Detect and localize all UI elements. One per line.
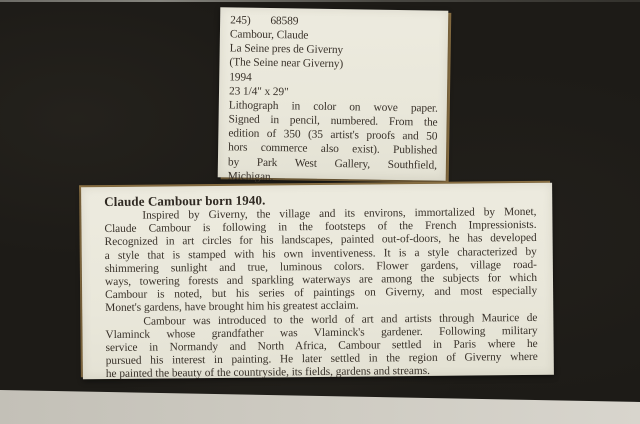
lot-number: 245) bbox=[230, 14, 251, 27]
bio-paragraph1-line: shimmering sunlight and true, luminous colors. Flower gardens, village road- bbox=[104, 258, 537, 275]
artwork-title-english: (The Seine near Giverny) bbox=[229, 56, 344, 71]
artwork-dimensions: 23 1/4" x 29" bbox=[228, 85, 289, 99]
description-line: edition of 350 (35 artist's proofs and 50 bbox=[228, 127, 438, 143]
biography-heading: Claude Cambour born 1940. bbox=[104, 192, 266, 210]
bio-paragraph1-line: Recognized in art circles for his landscapes, painted out-of-doors, he has developed bbox=[104, 232, 537, 249]
bio-paragraph2-line: service in Normandy and North Africa, Cambour settled in Paris where he bbox=[105, 337, 538, 355]
bio-paragraph2-line: pursued his interest in painting. He later settled in the region of Giverny where bbox=[105, 351, 538, 368]
bio-paragraph1-line: Claude Cambour is following in the footsteps of the French Impressionists. bbox=[104, 219, 537, 236]
description-line: by Park West Gallery, Southfield, bbox=[227, 155, 437, 172]
artwork-year: 1994 bbox=[229, 70, 252, 84]
top-edge-highlight bbox=[0, 0, 640, 2]
artwork-title-french: La Seine pres de Giverny bbox=[229, 42, 344, 57]
bio-paragraph1-line: ways, towering forests and sparkling waterways are among the subjects for which bbox=[104, 271, 538, 289]
artwork-label-group bbox=[218, 7, 449, 181]
biography-label-group bbox=[81, 183, 554, 380]
bio-paragraph2-line: Vlaminck whose grandfather was Vlaminck's gardener. Following military bbox=[105, 324, 538, 341]
bio-paragraph1-line: Cambour is noted, but his series of paintings on Giverny, and most especially bbox=[105, 285, 538, 302]
description-line: Lithograph in color on wove paper. bbox=[228, 99, 438, 115]
artwork-label bbox=[218, 7, 449, 181]
bio-paragraph1-line: Inspired by Giverny, the village and its environs, immortalized by Monet, bbox=[142, 205, 537, 222]
description-line: Michigan. bbox=[227, 170, 274, 183]
bio-paragraph2-line: he painted the beauty of the countryside, its fields, gardens and streams. bbox=[105, 365, 430, 381]
description-line: hors commerce also exist). Published bbox=[228, 141, 438, 158]
biography-label bbox=[81, 183, 554, 380]
artist-name: Cambour, Claude bbox=[229, 28, 309, 42]
bio-paragraph2-line: Cambour was introduced to the world of art and artists through Maurice de bbox=[143, 311, 538, 328]
description-line: Signed in pencil, numbered. From the bbox=[228, 113, 438, 129]
bio-paragraph1-line: Monet's gardens, have brought him his greatest acclaim. bbox=[105, 300, 359, 315]
bio-paragraph1-line: a style that is stamped with his own inventiveness. It is a style characterized by bbox=[104, 245, 537, 262]
reference-number: 68589 bbox=[270, 15, 299, 28]
